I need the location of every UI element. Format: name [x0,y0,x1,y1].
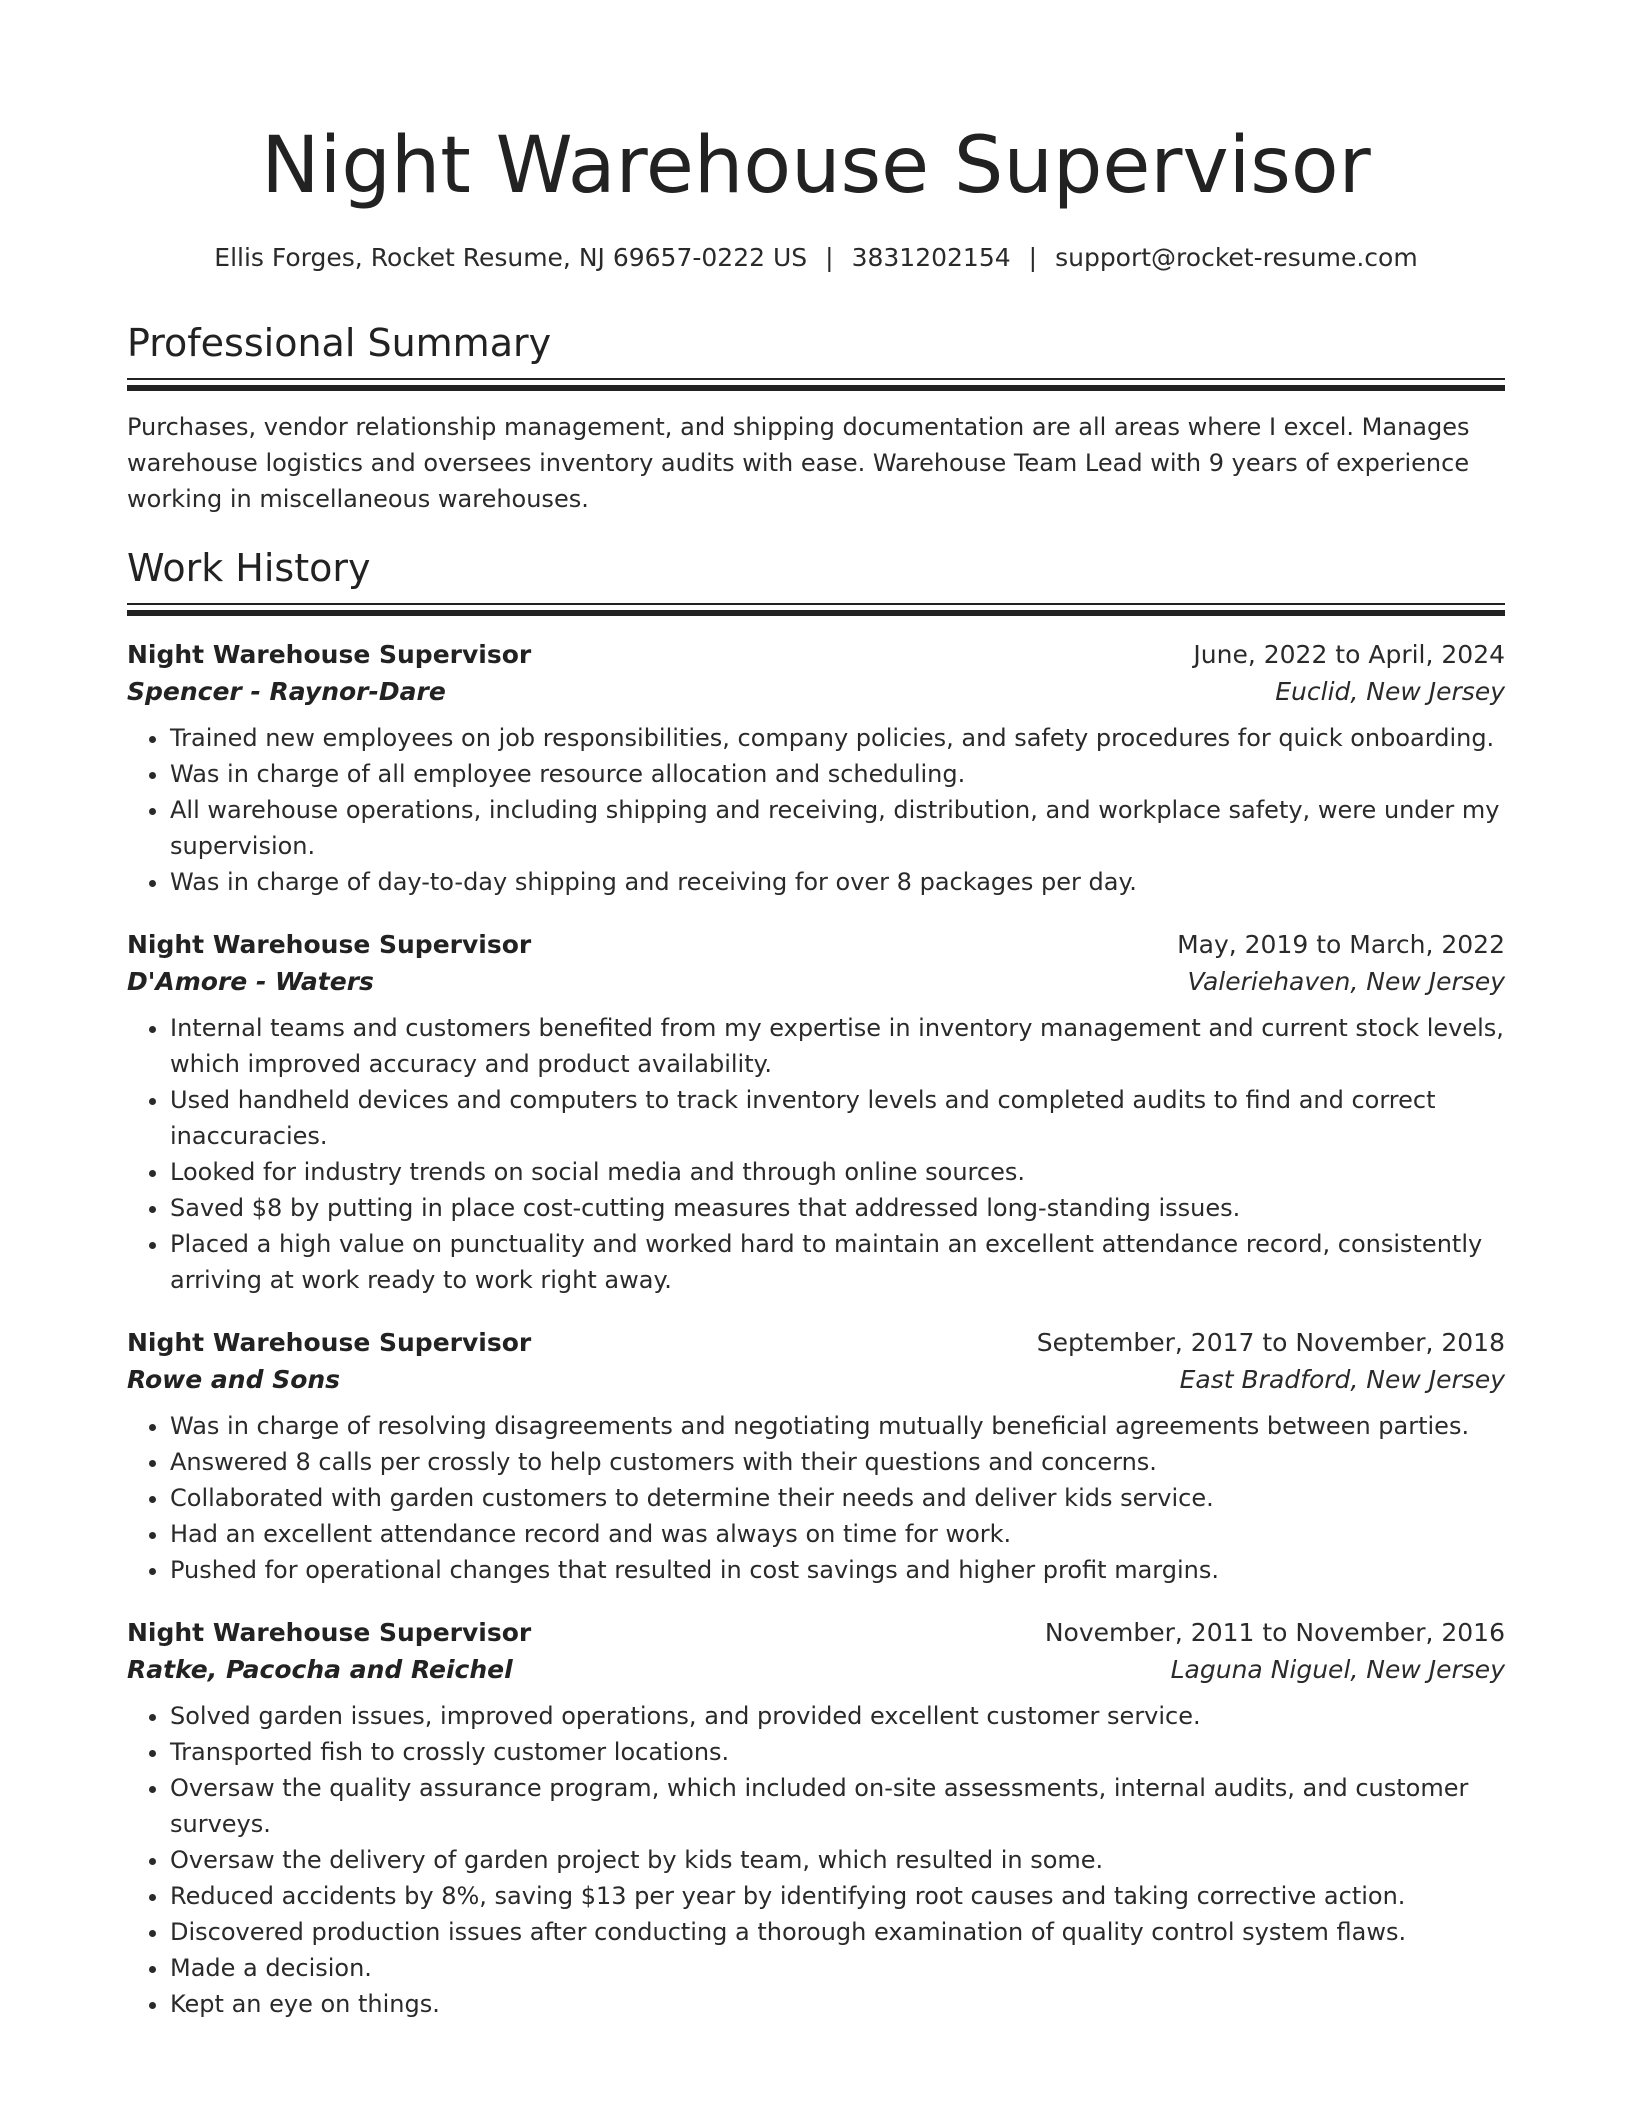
job-title: Night Warehouse Supervisor [127,1618,532,1647]
job-bullets [127,720,1505,900]
job-title: Night Warehouse Supervisor [127,1328,532,1357]
job-bullet: • Placed a high value on punctuality and worked hard to maintain an excellent attendance record, consistently arriving at work ready to work right away. [170,1226,1505,1298]
contact-line [127,243,1505,272]
contact-separator: | [1028,243,1038,272]
job-location: Laguna Niguel, New Jersey [1170,1655,1505,1684]
job-bullet: • All warehouse operations, including shipping and receiving, distribution, and workplace safety, were under my supervision. [170,792,1505,864]
job-company-row [127,967,1505,996]
job-title: Night Warehouse Supervisor [127,640,532,669]
job-header-row [127,930,1505,959]
job-company-row [127,1365,1505,1394]
job-company-row [127,1655,1505,1684]
job-bullet: • Was in charge of all employee resource allocation and scheduling. [170,756,1505,792]
section-divider [127,378,1505,391]
job-dates: September, 2017 to November, 2018 [1036,1328,1505,1357]
job-company: Ratke, Pacocha and Reichel [127,1655,513,1684]
job-bullet: • Pushed for operational changes that resulted in cost savings and higher profit margins. [170,1552,1505,1588]
contact-phone: 3831202154 [851,243,1011,272]
job-header-row [127,1328,1505,1357]
job-bullet: • Reduced accidents by 8%, saving $13 per year by identifying root causes and taking corrective action. [170,1878,1505,1914]
job-dates: November, 2011 to November, 2016 [1044,1618,1505,1647]
job-bullet: • Collaborated with garden customers to determine their needs and deliver kids service. [170,1480,1505,1516]
job-bullet: • Kept an eye on things. [170,1986,1505,2022]
job-bullets [127,1010,1505,1298]
job-bullet: • Trained new employees on job responsibilities, company policies, and safety procedures for quick onboarding. [170,720,1505,756]
jobs-list [127,640,1505,2022]
contact-email: support@rocket-resume.com [1055,243,1418,272]
job-bullet: • Solved garden issues, improved operations, and provided excellent customer service. [170,1698,1505,1734]
job-bullet: • Made a decision. [170,1950,1505,1986]
job-header-row [127,1618,1505,1647]
job-location: East Bradford, New Jersey [1179,1365,1505,1394]
job-bullet: • Looked for industry trends on social media and through online sources. [170,1154,1505,1190]
job-company: Rowe and Sons [127,1365,341,1394]
job-bullet: • Was in charge of resolving disagreements and negotiating mutually beneficial agreements between parties. [170,1408,1505,1444]
job-entry [127,640,1505,900]
section-divider [127,603,1505,616]
resume-title: Night Warehouse Supervisor [261,121,1371,211]
job-header-row [127,640,1505,669]
job-bullet: • Had an excellent attendance record and was always on time for work. [170,1516,1505,1552]
job-company: Spencer - Raynor-Dare [127,677,446,706]
job-bullet: • Saved $8 by putting in place cost-cutting measures that addressed long-standing issues. [170,1190,1505,1226]
job-bullet: • Was in charge of day-to-day shipping and receiving for over 8 packages per day. [170,864,1505,900]
job-title: Night Warehouse Supervisor [127,930,532,959]
job-bullets [127,1698,1505,2022]
summary-section [127,321,1505,517]
job-bullet: • Transported fish to crossly customer locations. [170,1734,1505,1770]
job-bullet: • Oversaw the delivery of garden project by kids team, which resulted in some. [170,1842,1505,1878]
work-history-section [127,546,1505,2022]
job-location: Euclid, New Jersey [1275,677,1505,706]
contact-separator: | [825,243,834,272]
job-entry [127,930,1505,1298]
job-bullet: • Discovered production issues after conducting a thorough examination of quality control system flaws. [170,1914,1505,1950]
job-entry [127,1328,1505,1588]
summary-text: Purchases, vendor relationship management, and shipping documentation are all areas where I excel. Manages warehouse logistics and oversees inventory audits with ease. Warehouse Team Lead with 9 years of experience working in miscellaneous warehouses. [127,413,1470,513]
job-company: D'Amore - Waters [127,967,374,996]
job-dates: May, 2019 to March, 2022 [1177,930,1505,959]
job-bullet: • Used handheld devices and computers to track inventory levels and completed audits to find and correct inaccuracies. [170,1082,1505,1154]
job-bullet: • Answered 8 calls per crossly to help customers with their questions and concerns. [170,1444,1505,1480]
job-company-row [127,677,1505,706]
work-history-heading: Work History [127,546,371,590]
contact-address: Ellis Forges, Rocket Resume, NJ 69657-0222 US [214,243,808,272]
job-bullet: • Oversaw the quality assurance program, which included on-site assessments, internal audits, and customer surveys. [170,1770,1505,1842]
summary-heading: Professional Summary [127,321,552,365]
job-dates: June, 2022 to April, 2024 [1193,640,1505,669]
job-bullet: • Internal teams and customers benefited from my expertise in inventory management and current stock levels, which improved accuracy and product availability. [170,1010,1505,1082]
job-entry [127,1618,1505,2022]
job-bullets [127,1408,1505,1588]
job-location: Valeriehaven, New Jersey [1187,967,1505,996]
